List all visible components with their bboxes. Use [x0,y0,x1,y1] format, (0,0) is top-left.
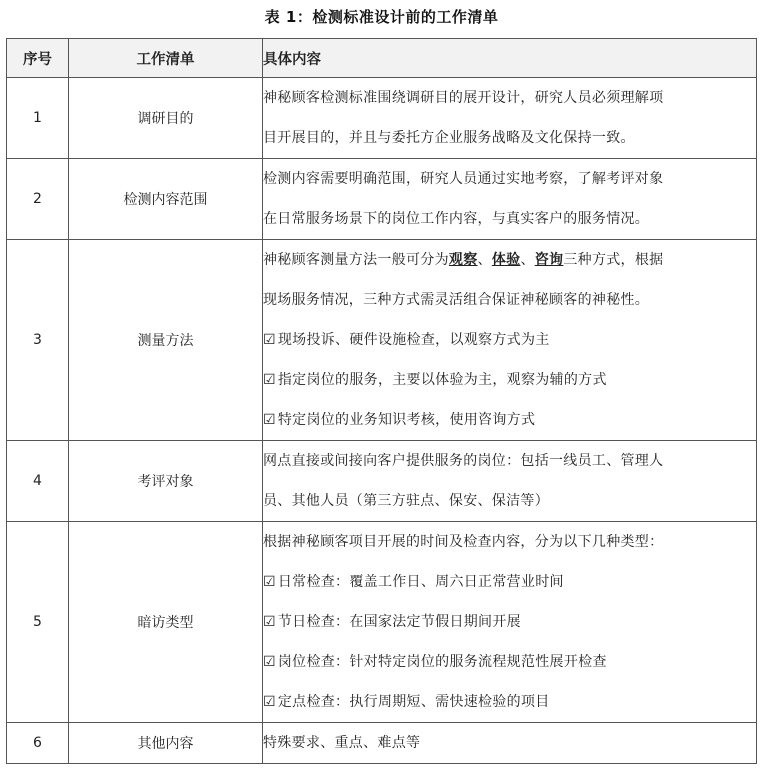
row-no: 3 [7,240,69,441]
check-item: ☑ 特定岗位的业务知识考核，使用咨询方式 [263,412,536,428]
detail-line: 现场服务情况，三种方式需灵活组合保证神秘顾客的神秘性。 [263,292,650,308]
checkbox-checked-icon: ☑ [263,372,276,388]
row-detail [263,441,757,522]
method-observe: 观察 [448,252,478,268]
row-detail [263,522,757,723]
checkbox-checked-icon: ☑ [263,614,276,630]
row-no: 2 [7,159,69,240]
detail-line: 检测内容需要明确范围，研究人员通过实地考察，了解考评对象 [263,171,664,187]
check-item: ☑ 日常检查：覆盖工作日、周六日正常营业时间 [263,574,564,590]
row-detail [263,78,757,159]
detail-line-intro: 神秘顾客测量方法一般可分为观察、体验、咨询三种方式，根据 [263,252,664,268]
row-item: 考评对象 [69,441,263,522]
row-no: 6 [7,723,69,764]
detail-line: 在日常服务场景下的岗位工作内容，与真实客户的服务情况。 [263,211,650,227]
check-item: ☑ 现场投诉、硬件设施检查，以观察方式为主 [263,332,550,348]
method-inquiry: 咨询 [534,252,564,268]
row-no: 4 [7,441,69,522]
detail-line: 员、其他人员（第三方驻点、保安、保洁等） [263,493,549,509]
table-row [7,723,757,764]
row-item: 检测内容范围 [69,159,263,240]
row-no: 5 [7,522,69,723]
table-row [7,441,757,522]
row-item: 暗访类型 [69,522,263,723]
table-row [7,522,757,723]
header-item: 工作清单 [69,39,263,78]
row-item: 调研目的 [69,78,263,159]
check-item: ☑ 指定岗位的服务，主要以体验为主，观察为辅的方式 [263,372,607,388]
row-detail [263,159,757,240]
checkbox-checked-icon: ☑ [263,694,276,710]
check-item: ☑ 节日检查：在国家法定节假日期间开展 [263,614,521,630]
row-no: 1 [7,78,69,159]
method-experience: 体验 [491,252,521,268]
table-row [7,240,757,441]
checkbox-checked-icon: ☑ [263,574,276,590]
table-caption: 表 1：检测标准设计前的工作清单 [264,8,499,26]
detail-line: 根据神秘顾客项目开展的时间及检查内容，分为以下几种类型： [263,534,664,550]
detail-line: 目开展目的，并且与委托方企业服务战略及文化保持一致。 [263,130,635,146]
table-row [7,159,757,240]
row-item: 测量方法 [69,240,263,441]
checkbox-checked-icon: ☑ [263,654,276,670]
row-detail [263,240,757,441]
table-header-row [7,39,757,78]
check-item: ☑ 定点检查：执行周期短、需快速检验的项目 [263,694,550,710]
row-detail [263,723,757,764]
table-row [7,78,757,159]
checkbox-checked-icon: ☑ [263,412,276,428]
check-item: ☑ 岗位检查：针对特定岗位的服务流程规范性展开检查 [263,654,607,670]
work-checklist-table [6,38,757,764]
checkbox-checked-icon: ☑ [263,332,276,348]
detail-line: 特殊要求、重点、难点等 [263,735,421,751]
header-detail: 具体内容 [263,39,757,78]
detail-line: 神秘顾客检测标准围绕调研目的展开设计，研究人员必须理解项 [263,90,664,106]
detail-line: 网点直接或间接向客户提供服务的岗位：包括一线员工、管理人 [263,453,664,469]
row-item: 其他内容 [69,723,263,764]
header-no: 序号 [7,39,69,78]
